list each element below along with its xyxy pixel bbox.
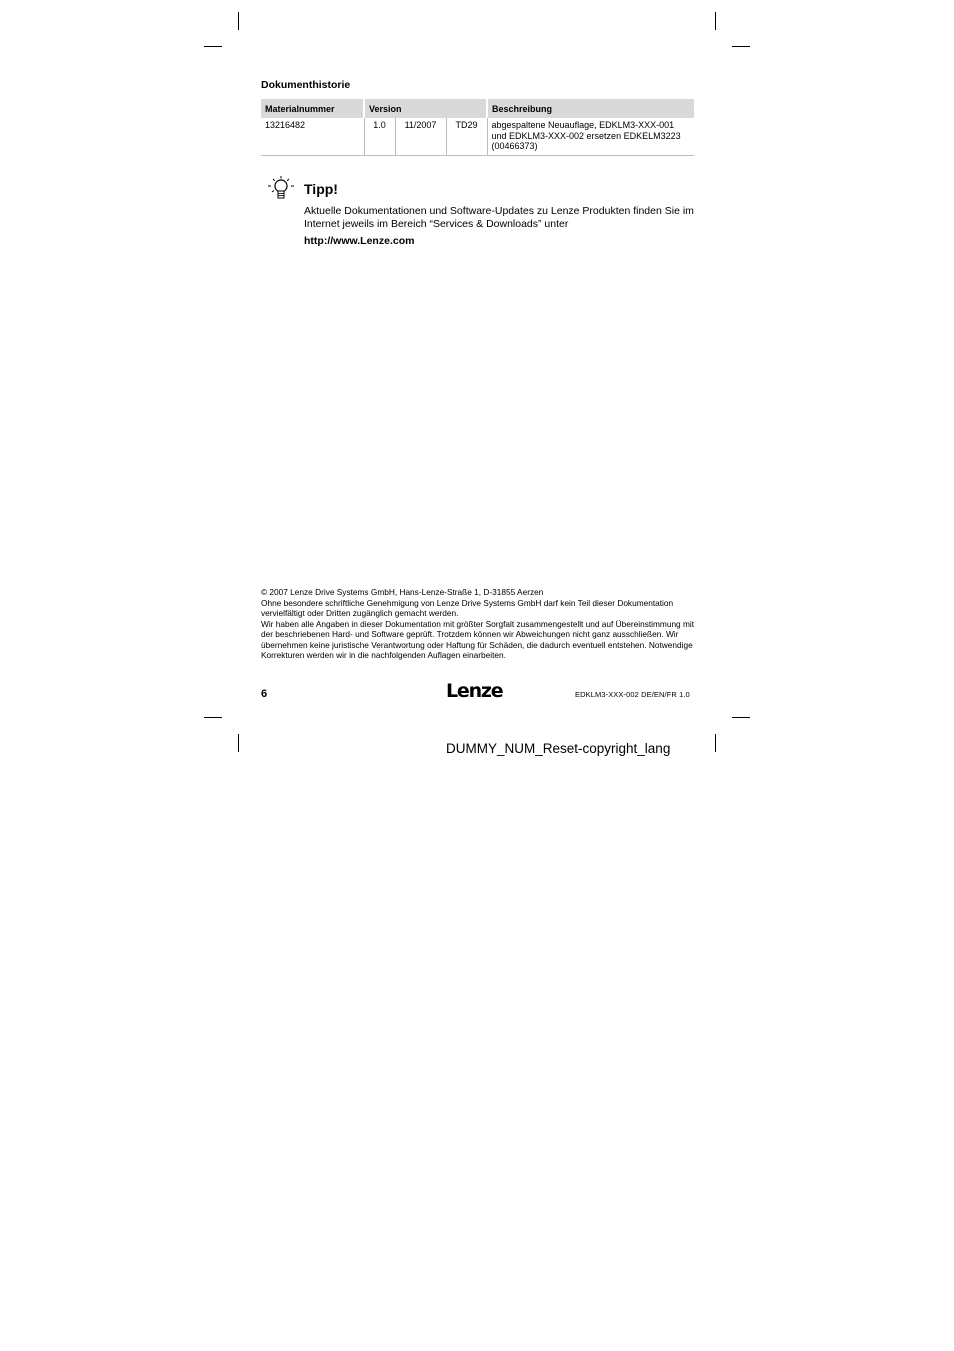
header-description: Beschreibung [487,99,694,118]
crop-mark [204,46,222,47]
copyright-notice [261,587,701,661]
document-history-table [261,99,694,156]
cell-code: TD29 [446,118,487,155]
crop-mark [715,734,716,752]
header-material-number: Materialnummer [261,99,364,118]
crop-mark [204,717,222,718]
document-code: EDKLM3-XXX-002 DE/EN/FR 1.0 [575,690,690,699]
crop-mark [732,46,750,47]
copyright-liability-notice: Wir haben alle Angaben in dieser Dokumentation mit größter Sorgfalt zusammengestellt und auf Übereinstimmung mit der beschriebenen Hard- und Software geprüft. Trotzdem können wir Abweichungen nicht ganz ausschließen. Wir übernehmen keine juristische Verantwortung oder Haftung für Schäden, die dadurch eventuell entstehen. Notwendige Korrekturen werden wir in die nachfolgenden Auflagen einarbeiten. [261,618,695,660]
cell-material-number: 13216482 [261,118,364,155]
table-row [261,118,694,155]
table-header-row [261,99,694,118]
lightbulb-icon [265,174,295,204]
copyright-line: © 2007 Lenze Drive Systems GmbH, Hans-Lenze-Straße 1, D-31855 Aerzen [261,587,544,597]
crop-mark [732,717,750,718]
cell-description: abgespaltene Neuauflage, EDKLM3-XXX-001 und EDKLM3-XXX-002 ersetzen EDKELM3223 (00466373) [491,120,681,151]
copyright-reproduction-notice: Ohne besondere schriftliche Genehmigung von Lenze Drive Systems GmbH darf kein Teil dieser Dokumentation vervielfältigt oder Dritten zugänglich gemacht werden. [261,597,674,618]
lenze-website-link[interactable]: http://www.Lenze.com [304,235,415,247]
page-number: 6 [261,688,268,700]
header-version: Version [364,99,487,118]
crop-mark [238,12,239,30]
lenze-logo: Lenze [446,680,503,702]
cell-version: 1.0 [364,118,395,155]
tip-title: Tipp! [304,181,338,197]
cell-date: 11/2007 [395,118,446,155]
section-title: Dokumenthistorie [261,79,351,91]
dummy-label: DUMMY_NUM_Reset-copyright_lang [446,741,671,756]
crop-mark [715,12,716,30]
crop-mark [238,734,239,752]
tip-text: Aktuelle Dokumentationen und Software-Updates zu Lenze Produkten finden Sie im Internet jeweils im Bereich “Services & Downloads” unter [304,205,694,230]
